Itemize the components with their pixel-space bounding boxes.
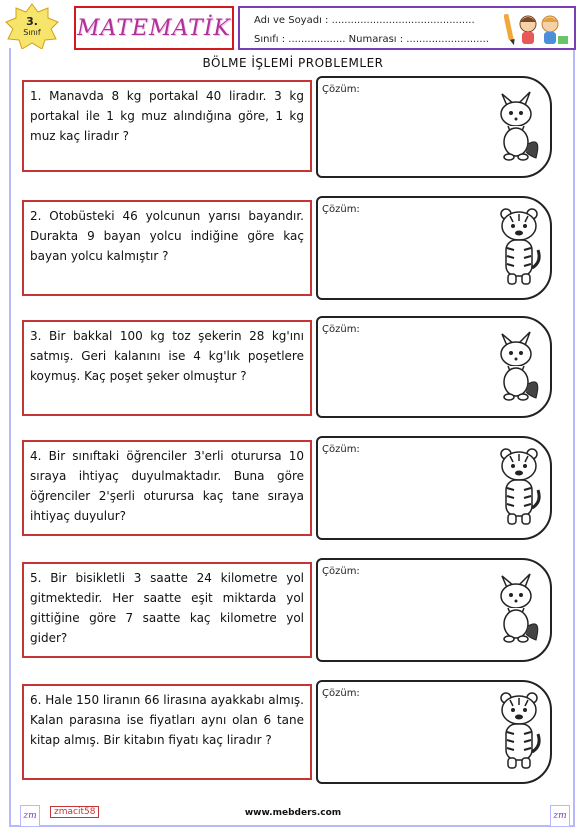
grade-badge: [5, 3, 59, 49]
solution-5-box[interactable]: [316, 558, 552, 662]
children-pencil-icon: [504, 10, 570, 48]
grade-number: 3.: [26, 15, 38, 28]
solution-6-box[interactable]: [316, 680, 552, 784]
problem-text: 1. Manavda 8 kg portakal 40 liradır. 3 kg portakal ile 1 kg muz alındığına göre, 1 kg muz kaç liradır ?: [30, 89, 304, 143]
website-link[interactable]: www.mebders.com: [244, 808, 342, 818]
solution-4-box[interactable]: [316, 436, 552, 540]
logo-left-icon: zm: [20, 805, 40, 827]
problem-text: 5. Bir bisikletli 3 saatte 24 kilometre yol gitmektedir. Her saatte eşit miktarda yol gittiğine göre 7 saatte kaç kilometre yol gider?: [30, 571, 304, 645]
problem-1-box: [22, 80, 312, 172]
problem-6-box: [22, 684, 312, 780]
subject-box: [74, 6, 234, 50]
problem-4-box: [22, 440, 312, 536]
solution-3-box[interactable]: [316, 316, 552, 418]
problem-text: 3. Bir bakkal 100 kg toz şekerin 28 kg'ını satmış. Geri kalanını ise 4 kg'lık poşetlere koymuş. Kaç poşet şeker olmuştur ?: [30, 329, 304, 383]
solution-2-box[interactable]: [316, 196, 552, 300]
worksheet-title: BÖLME İŞLEMİ PROBLEMLER: [202, 56, 384, 70]
tiger-icon: [496, 446, 542, 530]
problem-text: 2. Otobüsteki 46 yolcunun yarısı bayandır. Durakta 9 bayan yolcu indiğine göre kaç bayan yolcu kalmıştır ?: [30, 209, 304, 263]
solution-label: Çözüm:: [322, 566, 360, 577]
author-tag: zmacit58: [50, 806, 99, 818]
grade-word: Sınıf: [23, 28, 41, 37]
fox-icon: [492, 86, 542, 168]
problem-text: 6. Hale 150 liranın 66 lirasına ayakkabı almış. Kalan parasına ise fiyatları aynı olan 6 tane kitap almış. Bir kitabın fiyatı kaç liradır ?: [30, 693, 304, 747]
tiger-icon: [496, 206, 542, 290]
class-number-field-line: Sınıfı : .................. Numarası : ..........................: [254, 34, 489, 45]
solution-label: Çözüm:: [322, 324, 360, 335]
problem-text: 4. Bir sınıftaki öğrenciler 3'erli oturursa 10 sıraya ihtiyaç duyulmaktadır. Buna göre öğrenciler 2'şerli oturursa kaç tane sıraya ihtiyaç duyulur?: [30, 449, 304, 523]
solution-label: Çözüm:: [322, 204, 360, 215]
solution-1-box[interactable]: [316, 76, 552, 178]
name-field-line: Adı ve Soyadı : .............................................: [254, 15, 475, 26]
fox-icon: [492, 568, 542, 650]
logo-right-icon: zm: [550, 805, 570, 827]
solution-label: Çözüm:: [322, 688, 360, 699]
solution-label: Çözüm:: [322, 84, 360, 95]
problem-2-box: [22, 200, 312, 296]
problem-3-box: [22, 320, 312, 416]
tiger-icon: [496, 690, 542, 774]
subject-title: MATEMATİK: [77, 15, 231, 41]
problem-5-box: [22, 562, 312, 658]
fox-icon: [492, 326, 542, 408]
student-info-box: [238, 6, 576, 50]
solution-label: Çözüm:: [322, 444, 360, 455]
